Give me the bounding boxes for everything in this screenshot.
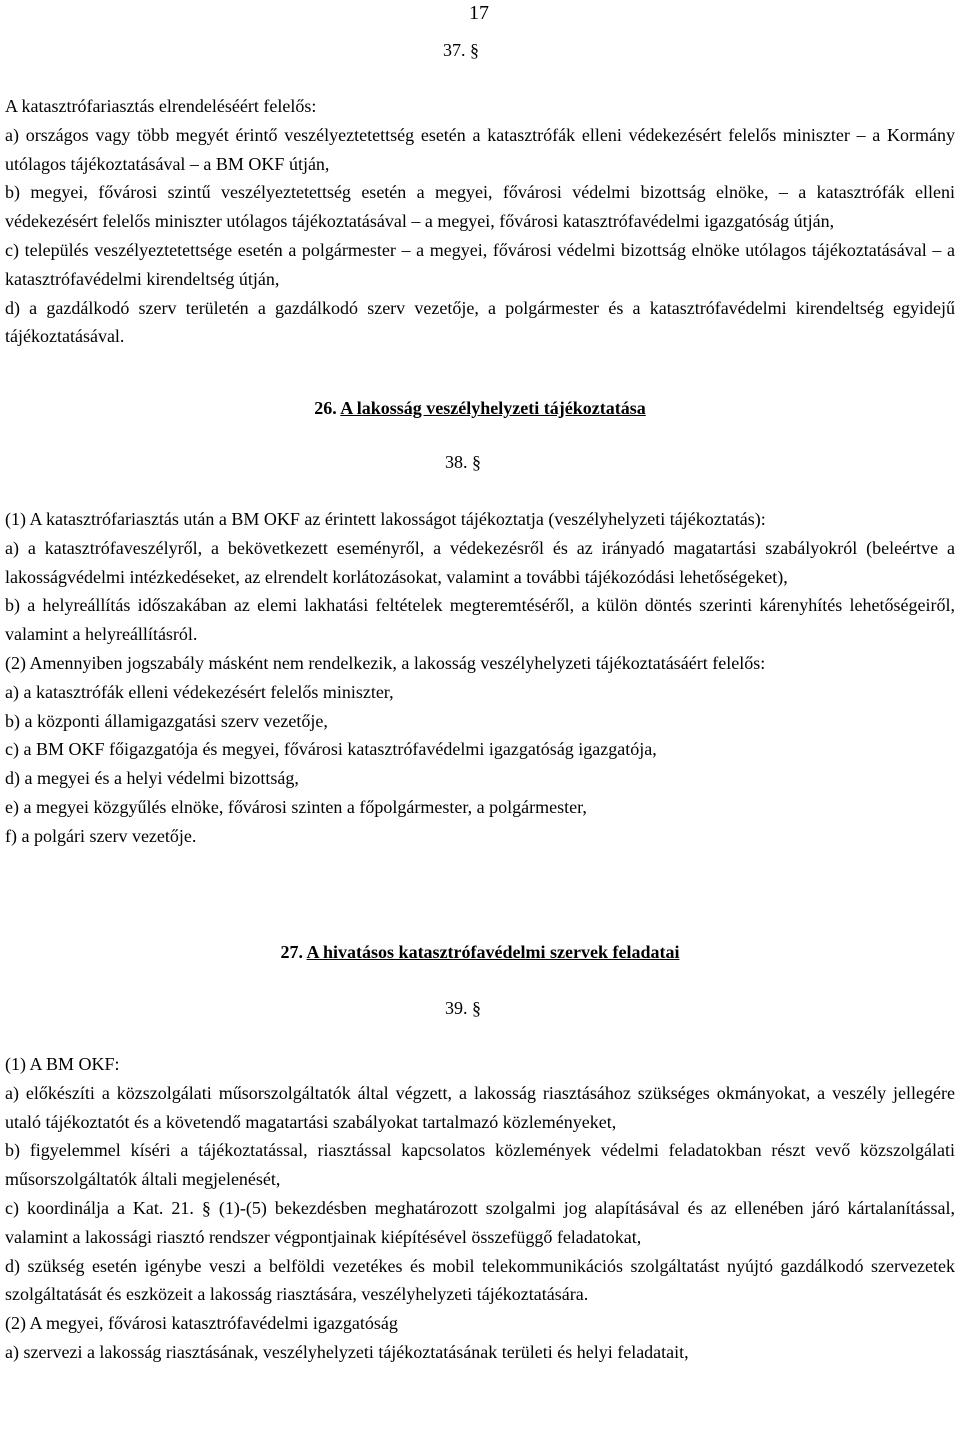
s39-par1-c: c) koordinálja a Kat. 21. § (1)-(5) bekezdésben meghatározott szolgalmi jog alapításával és az ellenében járó kártalanítással, valamint a lakossági riasztó rendszer végpontjainak kiépítésével összefüggő feladatokat, xyxy=(5,1197,955,1247)
chapter-27-heading xyxy=(5,942,955,963)
chapter-27-title: A hivatásos katasztrófavédelmi szervek feladatai xyxy=(306,942,680,962)
section-37-body xyxy=(5,92,955,351)
s39-par1-b: b) figyelemmel kíséri a tájékoztatással, riasztással kapcsolatos közlemények védelmi feladatokban részt vevő közszolgálati műsorszolgáltatók általi megjelenését, xyxy=(5,1140,955,1190)
page-number: 17 xyxy=(469,2,489,24)
s38-par2-e: e) a megyei közgyűlés elnöke, fővárosi szinten a főpolgármester, a polgármester, xyxy=(5,796,587,817)
s39-par1-d: d) szükség esetén igénybe veszi a belföldi vezetékes és mobil telekommunikációs szolgáltatást nyújtó gazdálkodó szervezetek szolgáltatását és eszközeit a lakosság riasztására, veszélyhelyzeti tájékoztatására. xyxy=(5,1255,955,1305)
chapter-26-number: 26. xyxy=(314,398,337,418)
section-39-body xyxy=(5,1050,955,1367)
section-39-number: 39. § xyxy=(445,998,481,1018)
s38-par1: (1) A katasztrófariasztás után a BM OKF az érintett lakosságot tájékoztatja (veszélyhelyzeti tájékoztatás): xyxy=(5,509,766,529)
s38-par2-a: a) a katasztrófák elleni védekezésért felelős miniszter, xyxy=(5,681,394,702)
s38-par2-b: b) a központi államigazgatási szerv vezetője, xyxy=(5,710,328,731)
chapter-27-number: 27. xyxy=(280,942,304,962)
section-38-number: 38. § xyxy=(445,452,481,472)
s39-par2: (2) A megyei, fővárosi katasztrófavédelmi igazgatóság xyxy=(5,1313,398,1334)
s38-par2-d: d) a megyei és a helyi védelmi bizottság, xyxy=(5,768,299,789)
s37-item-c: c) település veszélyeztetettsége esetén a polgármester – a megyei, fővárosi védelmi bizottság elnöke utólagos tájékoztatásával – a katasztrófavédelmi kirendeltség útján, xyxy=(5,239,955,289)
section-38-body xyxy=(5,505,955,851)
s39-par1: (1) A BM OKF: xyxy=(5,1054,120,1074)
chapter-26-title: A lakosság veszélyhelyzeti tájékoztatása xyxy=(340,398,646,418)
s37-item-a: a) országos vagy több megyét érintő veszélyeztetettség esetén a katasztrófák elleni védekezésért felelős miniszter – a Kormány utólagos tájékoztatásával – a BM OKF útján, xyxy=(5,124,955,174)
s38-par1-a: a) a katasztrófaveszélyről, a bekövetkezett eseményről, a védekezésről és az irányadó magatartási szabályokról (beleértve a lakosságvédelmi intézkedéseket, az elrendelt korlátozásokat, valamint a további tájékozódási lehetőségeket), xyxy=(5,537,955,587)
s38-par1-b: b) a helyreállítás időszakában az elemi lakhatási feltételek megteremtéséről, a külön döntés szerinti kárenyhítés lehetőségeiről, valamint a helyreállításról. xyxy=(5,595,955,645)
s38-par2: (2) Amennyiben jogszabály másként nem rendelkezik, a lakosság veszélyhelyzeti tájékoztatásáért felelős: xyxy=(5,652,766,673)
s38-par2-c: c) a BM OKF főigazgatója és megyei, fővárosi katasztrófavédelmi igazgatóság igazgatója, xyxy=(5,739,657,760)
s39-par1-a: a) előkészíti a közszolgálati műsorszolgáltatók által végzett, a lakosság riasztásához szükséges okmányokat, a veszély jellegére utaló tájékoztatót és a követendő magatartási szabályokat tartalmazó közleményeket, xyxy=(5,1082,955,1132)
section-37-number: 37. § xyxy=(443,40,479,60)
s37-intro: A katasztrófariasztás elrendeléséért felelős: xyxy=(5,96,317,116)
s38-par2-f: f) a polgári szerv vezetője. xyxy=(5,825,197,846)
chapter-26-heading xyxy=(5,398,955,419)
s37-item-b: b) megyei, fővárosi szintű veszélyeztetettség esetén a megyei, fővárosi védelmi bizottság elnöke, – a katasztrófák elleni védekezésért felelős miniszter utólagos tájékoztatásával – a megyei, fővárosi katasztrófavédelmi igazgatóság útján, xyxy=(5,182,955,232)
s37-item-d: d) a gazdálkodó szerv területén a gazdálkodó szerv vezetője, a polgármester és a katasztrófavédelmi kirendeltség egyidejű tájékoztatásával. xyxy=(5,297,955,347)
s39-par2-a: a) szervezi a lakosság riasztásának, veszélyhelyzeti tájékoztatásának területi és helyi feladatait, xyxy=(5,1341,689,1362)
